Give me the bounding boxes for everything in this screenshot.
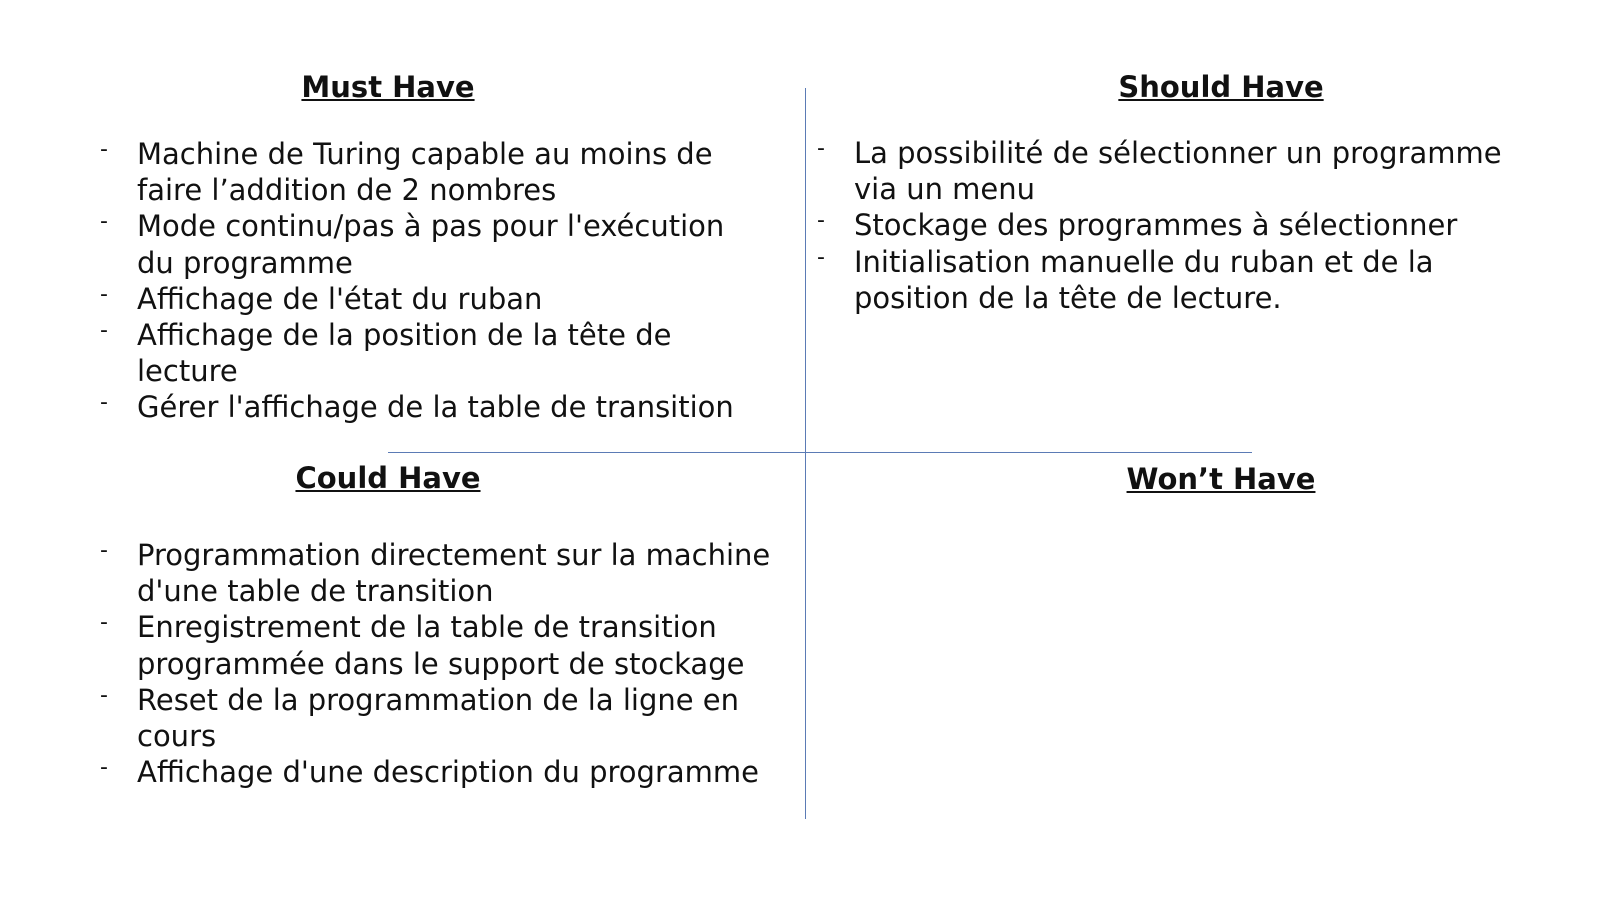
list-item: - Initialisation manuelle du ruban et de la position de la tête de lecture.	[817, 244, 1517, 316]
list-item: - Reset de la programmation de la ligne en cours	[100, 682, 780, 754]
horizontal-divider	[388, 452, 1252, 453]
list-item: - La possibilité de sélectionner un programme via un menu	[817, 135, 1517, 207]
vertical-divider	[805, 88, 806, 819]
could-have-heading: Could Have	[295, 461, 481, 495]
list-item: - Affichage de l'état du ruban	[100, 281, 750, 317]
list-item: - Mode continu/pas à pas pour l'exécution du programme	[100, 208, 750, 280]
list-item: - Machine de Turing capable au moins de faire l’addition de 2 nombres	[100, 136, 750, 208]
list-item: - Affichage d'une description du programme	[100, 754, 780, 790]
should-have-heading: Should Have	[1118, 70, 1324, 104]
list-item: - Gérer l'affichage de la table de transition	[100, 389, 750, 425]
wont-have-heading: Won’t Have	[1126, 462, 1316, 496]
list-item: - Affichage de la position de la tête de lecture	[100, 317, 750, 389]
should-have-list	[817, 135, 1517, 316]
must-have-list	[100, 136, 750, 426]
list-item: - Enregistrement de la table de transition programmée dans le support de stockage	[100, 609, 780, 681]
must-have-heading: Must Have	[301, 70, 475, 104]
list-item: - Stockage des programmes à sélectionner	[817, 207, 1517, 243]
could-have-list	[100, 537, 780, 790]
list-item: - Programmation directement sur la machine d'une table de transition	[100, 537, 780, 609]
